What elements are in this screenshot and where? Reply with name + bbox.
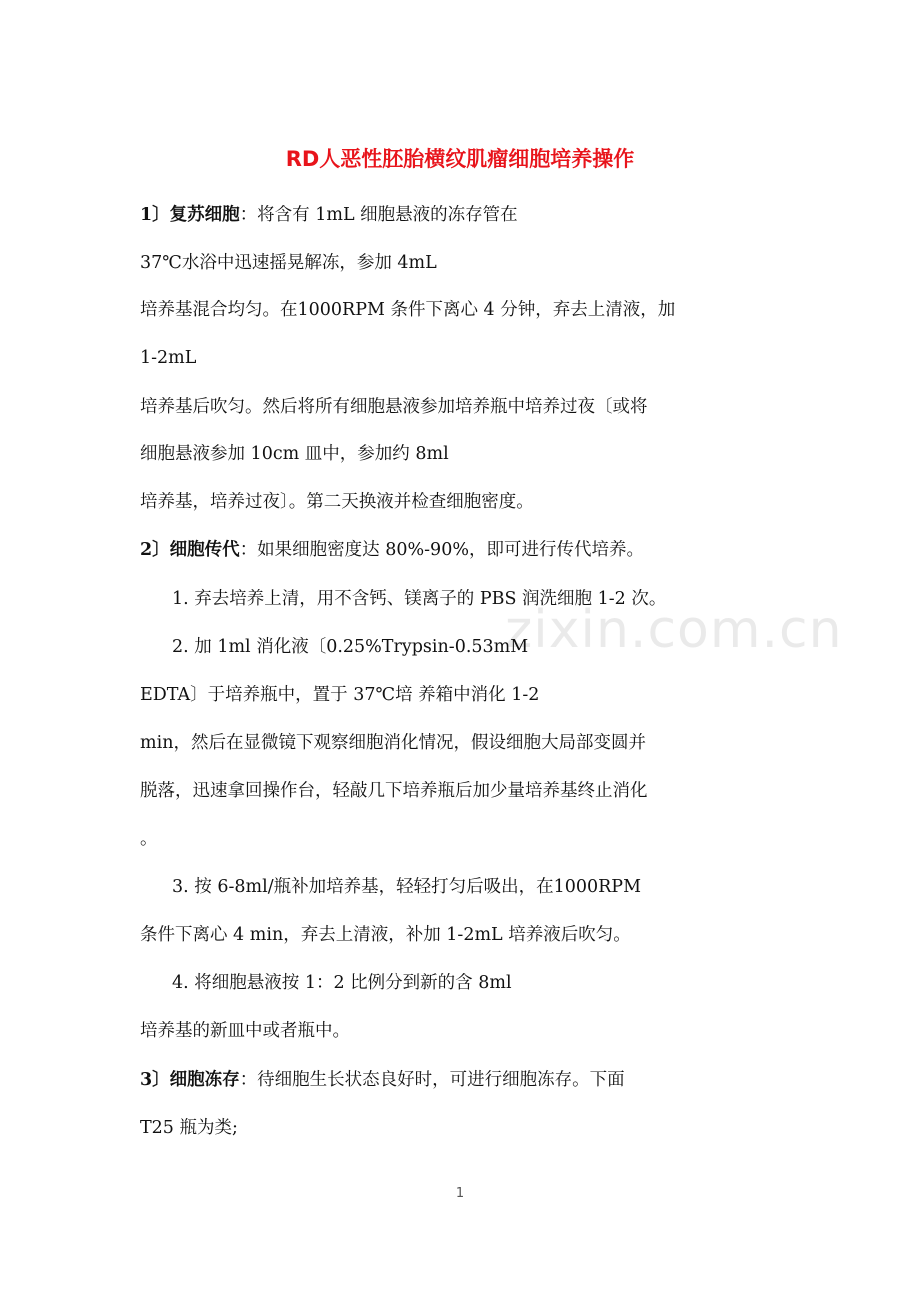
paragraph-line: 培养基后吹匀。然后将所有细胞悬液参加培养瓶中培养过夜〔或将: [140, 397, 648, 417]
watermark: zixin.com.cn: [505, 600, 843, 660]
paragraph-line: 培养基混合均匀。在1000RPM 条件下离心 4 分钟，弃去上清液，加: [140, 300, 676, 320]
document-title: RD人恶性胚胎横纹肌瘤细胞培养操作: [285, 147, 635, 171]
paragraph-line: 1〕复苏细胞：将含有 1mL 细胞悬液的冻存管在: [140, 205, 518, 225]
paragraph-line: min，然后在显微镜下观察细胞消化情况，假设细胞大局部变圆并: [140, 733, 646, 753]
paragraph-line: 培养基的新皿中或者瓶中。: [140, 1021, 350, 1041]
page-number: 1: [455, 1186, 465, 1201]
list-item: 1. 弃去培养上清，用不含钙、镁离子的 PBS 润洗细胞 1-2 次。: [172, 589, 667, 609]
section-heading: 3〕细胞冻存: [140, 1070, 240, 1090]
list-item: 4. 将细胞悬液按 1：2 比例分到新的含 8ml: [172, 973, 512, 993]
paragraph-line: 1-2mL: [140, 348, 197, 368]
list-item: 2. 加 1ml 消化液〔0.25%Trypsin-0.53mM: [172, 637, 529, 657]
list-item: 3. 按 6-8ml/瓶补加培养基，轻轻打匀后吸出，在1000RPM: [172, 877, 641, 897]
paragraph-line: 37℃水浴中迅速摇晃解冻，参加 4mL: [140, 253, 437, 273]
paragraph-line: EDTA〕于培养瓶中，置于 37℃培 养箱中消化 1-2: [140, 685, 540, 705]
section-heading: 1〕复苏细胞: [140, 205, 240, 225]
section-heading: 2〕细胞传代: [140, 540, 240, 560]
paragraph-line: 2〕细胞传代：如果细胞密度达 80%-90%，即可进行传代培养。: [140, 540, 644, 560]
paragraph-line: 细胞悬液参加 10cm 皿中，参加约 8ml: [140, 444, 449, 464]
paragraph-line: 。: [140, 829, 158, 849]
paragraph-line: 脱落，迅速拿回操作台，轻敲几下培养瓶后加少量培养基终止消化: [140, 781, 648, 801]
paragraph-line: 培养基，培养过夜〕。第二天换液并检查细胞密度。: [140, 492, 534, 512]
paragraph-line: 条件下离心 4 min，弃去上清液，补加 1-2mL 培养液后吹匀。: [140, 925, 631, 945]
paragraph-line: 3〕细胞冻存：待细胞生长状态良好时，可进行细胞冻存。下面: [140, 1070, 625, 1090]
paragraph-line: T25 瓶为类;: [140, 1118, 238, 1138]
